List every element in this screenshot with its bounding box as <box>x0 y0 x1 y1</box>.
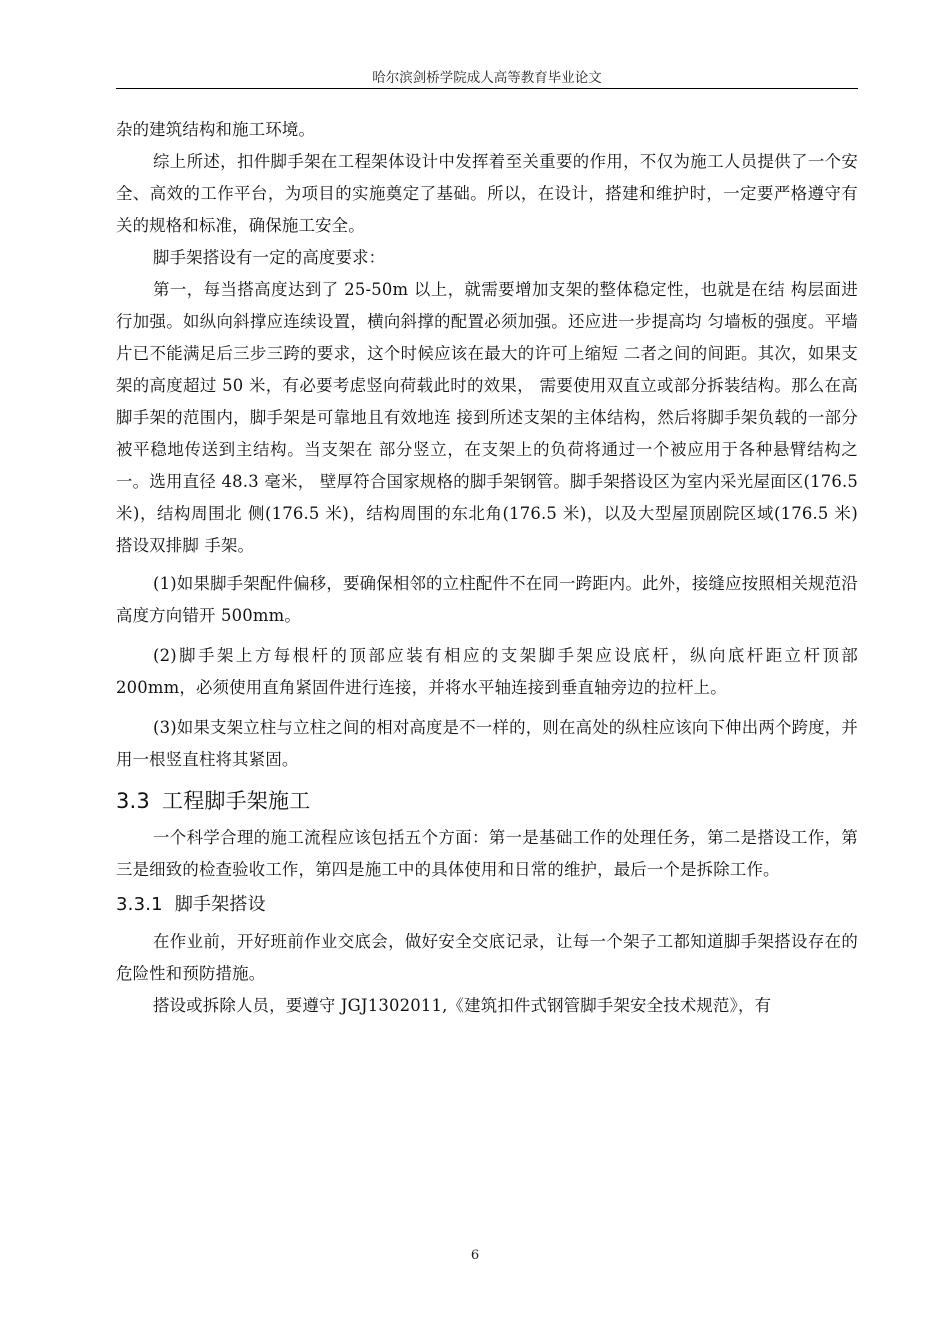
paragraph-construction-process: 一个科学合理的施工流程应该包括五个方面：第一是基础工作的处理任务，第二是搭设工作，第三是细致的检查验收工作，第四是施工中的具体使用和日常的维护，最后一个是拆除工作。 <box>116 828 858 879</box>
list-item-1: (1)如果脚手架配件偏移，要确保相邻的立柱配件不在同一跨距内。此外，接缝应按照相关规范沿高度方向错开 500mm。 <box>116 574 858 625</box>
section-heading-3-3-1 <box>116 888 858 922</box>
list-item-3: (3)如果支架立柱与立柱之间的相对高度是不一样的，则在高处的纵柱应该向下伸出两个跨度，并用一根竖直柱将其紧固。 <box>116 718 858 769</box>
paragraph-height-requirements: 脚手架搭设有一定的高度要求： <box>153 248 386 267</box>
header-title: 哈尔滨剑桥学院成人高等教育毕业论文 <box>372 70 602 86</box>
section-number: 3.3 <box>116 789 150 813</box>
page-header <box>116 66 858 88</box>
paragraph-continuation: 杂的建筑结构和施工环境。 <box>116 120 316 139</box>
paragraph-pre-work-briefing: 在作业前，开好班前作业交底会，做好安全交底记录，让每一个架子工都知道脚手架搭设存在的危险性和预防措施。 <box>116 932 858 983</box>
paragraph-summary: 综上所述，扣件脚手架在工程架体设计中发挥着至关重要的作用，不仅为施工人员提供了一个安全、高效的工作平台，为项目的实施奠定了基础。所以，在设计，搭建和维护时，一定要严格遵守有关的规格和标准，确保施工安全。 <box>116 152 858 235</box>
paragraph-personnel-rules: 搭设或拆除人员，要遵守 JGJ1302011,《建筑扣件式钢管脚手架安全技术规范》，有 <box>153 996 772 1015</box>
subsection-number: 3.3.1 <box>116 894 163 915</box>
section-heading-3-3 <box>116 784 858 818</box>
page-body <box>116 114 858 1022</box>
section-title: 工程脚手架施工 <box>162 789 311 813</box>
subsection-title: 脚手架搭设 <box>174 894 266 915</box>
page-number: 6 <box>470 1248 480 1263</box>
list-item-2: (2)脚手架上方每根杆的顶部应装有相应的支架脚手架应设底杆，纵向底杆距立杆顶部 200mm，必须使用直角紧固件进行连接，并将水平轴连接到垂直轴旁边的拉杆上。 <box>116 646 858 697</box>
paragraph-first-requirement: 第一，每当搭高度达到了 25-50m 以上，就需要增加支架的整体稳定性，也就是在结 构层面进行加强。如纵向斜撑应连续设置，横向斜撑的配置必须加强。还应进一步提高均 匀墙板的强度。平墙片已不能满足后三步三跨的要求，这个时候应该在最大的许可上缩短 二者之间的间距。其次，如果支架的高度超过 50 米，有必要考虑竖向荷载此时的效果， 需要使用双直立或部分拆装结构。那么在高脚手架的范围内，脚手架是可靠地且有效地连 接到所述支架的主体结构，然后将脚手架负载的一部分被平稳地传送到主结构。当支架在 部分竖立，在支架上的负荷将通过一个被应用于各种悬臂结构之一。选用直径 48.3 毫米， 壁厚符合国家规格的脚手架钢管。脚手架搭设区为室内采光屋面区(176.5 米)，结构周围北 侧(176.5 米)，结构周围的东北角(176.5 米)，以及大型屋顶剧院区域(176.5 米)搭设双排脚 手架。 <box>116 280 858 555</box>
header-divider <box>116 88 858 89</box>
